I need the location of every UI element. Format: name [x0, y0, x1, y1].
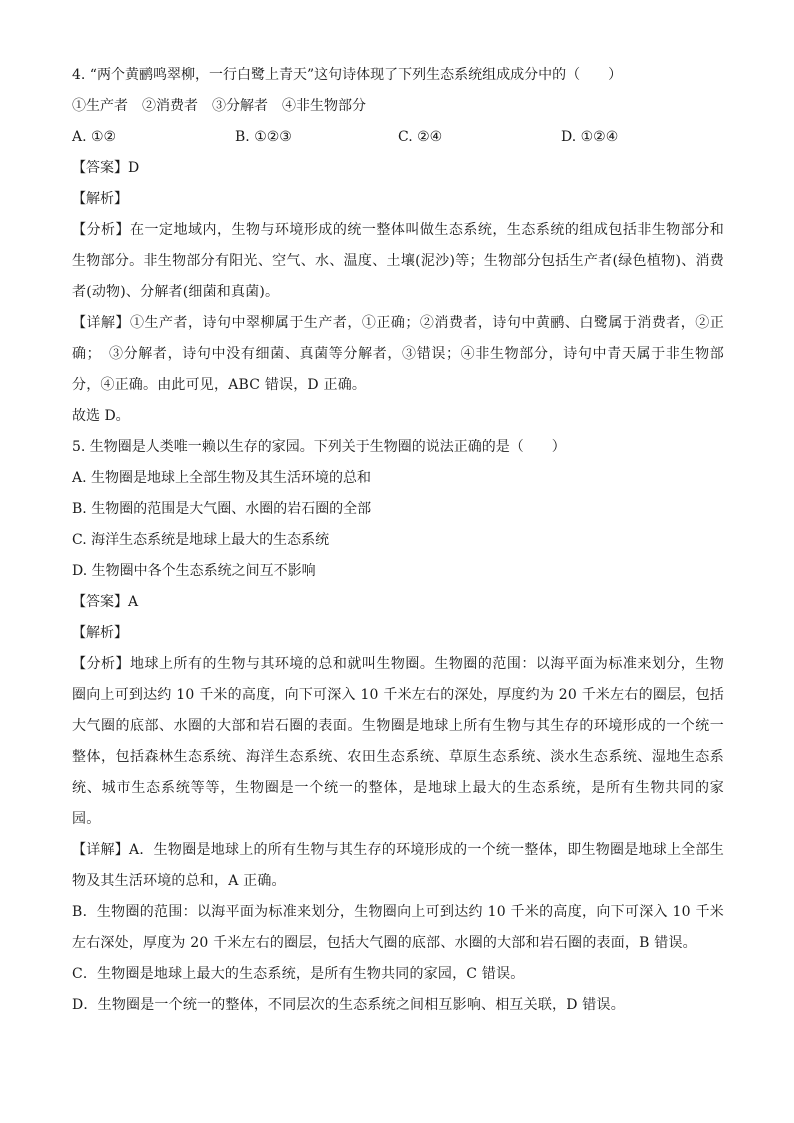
- question-5-stem: 5. 生物圈是人类唯一赖以生存的家园。下列关于生物圈的说法正确的是（ ）: [72, 439, 566, 455]
- question-5-option-b: B. 生物圈的范围是大气圈、水圈的岩石圈的全部: [72, 501, 372, 517]
- question-5-answer: 【答案】A: [72, 594, 139, 610]
- question-4-stem: 4. “两个黄鹂鸣翠柳，一行白鹭上青天”这句诗体现了下列生态系统组成成分中的（ ）: [72, 67, 623, 83]
- question-4-items: ①生产者 ②消费者 ③分解者 ④非生物部分: [72, 98, 366, 114]
- question-5-option-a: A. 生物圈是地球上全部生物及其生活环境的总和: [72, 470, 372, 486]
- question-4-detail: 【详解】①生产者，诗句中翠柳属于生产者，①正确；②消费者，诗句中黄鹂、白鹭属于消费者，②正确； ③分解者，诗句中没有细菌、真菌等分解者，③错误；④非生物部分，诗句中青天属于非生物部分，④正确。由此可见，ABC 错误，D 正确。: [72, 315, 724, 393]
- question-4-analysis: 【分析】在一定地域内，生物与环境形成的统一整体叫做生态系统，生态系统的组成包括非生物部分和生物部分。非生物部分有阳光、空气、水、温度、土壤(泥沙)等；生物部分包括生产者(绿色植物)、消费者(动物)、分解者(细菌和真菌)。: [72, 222, 724, 300]
- question-4-options: [72, 122, 724, 153]
- question-5-detail-a: 【详解】A．生物圈是地球上的所有生物与其生存的环境形成的一个统一整体，即生物圈是地球上全部生物及其生活环境的总和，A 正确。: [72, 842, 724, 889]
- question-5-option-c: C. 海洋生态系统是地球上最大的生态系统: [72, 532, 330, 548]
- question-4-option-a: A. ①②: [72, 129, 117, 145]
- question-5-detail-c: C．生物圈是地球上最大的生态系统，是所有生物共同的家园，C 错误。: [72, 966, 525, 982]
- question-5-analysis: 【分析】地球上所有的生物与其环境的总和就叫生物圈。生物圈的范围：以海平面为标准来划分，生物圈向上可到达约 10 千米的高度，向下可深入 10 千米左右的深处，厚度约为 20 千米左右的圈层，包括大气圈的底部、水圈的大部和岩石圈的表面。生物圈是地球上所有生物与其生存的环境形成的一个统一整体，包括森林生态系统、海洋生态系统、农田生态系统、草原生态系统、淡水生态系统、湿地生态系统、城市生态系统等等，生物圈是一个统一的整体，是地球上最大的生态系统，是所有生物共同的家园。: [72, 656, 724, 827]
- question-4-option-d: D. ①②④: [561, 129, 619, 145]
- question-4-option-c: C. ②④: [398, 129, 443, 145]
- question-4-option-b: B. ①②③: [235, 129, 292, 145]
- question-5-option-d: D. 生物圈中各个生态系统之间互不影响: [72, 563, 316, 579]
- question-5-detail-d: D．生物圈是一个统一的整体，不同层次的生态系统之间相互影响、相互关联，D 错误。: [72, 997, 625, 1013]
- question-5-detail-b: B．生物圈的范围：以海平面为标准来划分，生物圈向上可到达约 10 千米的高度，向下可深入 10 千米左右深处，厚度为 20 千米左右的圈层，包括大气圈的底部、水圈的大部和岩石圈的表面，B 错误。: [72, 904, 724, 951]
- question-4-analysis-label: 【解析】: [72, 191, 128, 207]
- question-4-answer: 【答案】D: [72, 160, 140, 176]
- question-5-analysis-label: 【解析】: [72, 625, 128, 641]
- document-page: [72, 60, 724, 1021]
- question-4-conclusion: 故选 D。: [72, 408, 130, 424]
